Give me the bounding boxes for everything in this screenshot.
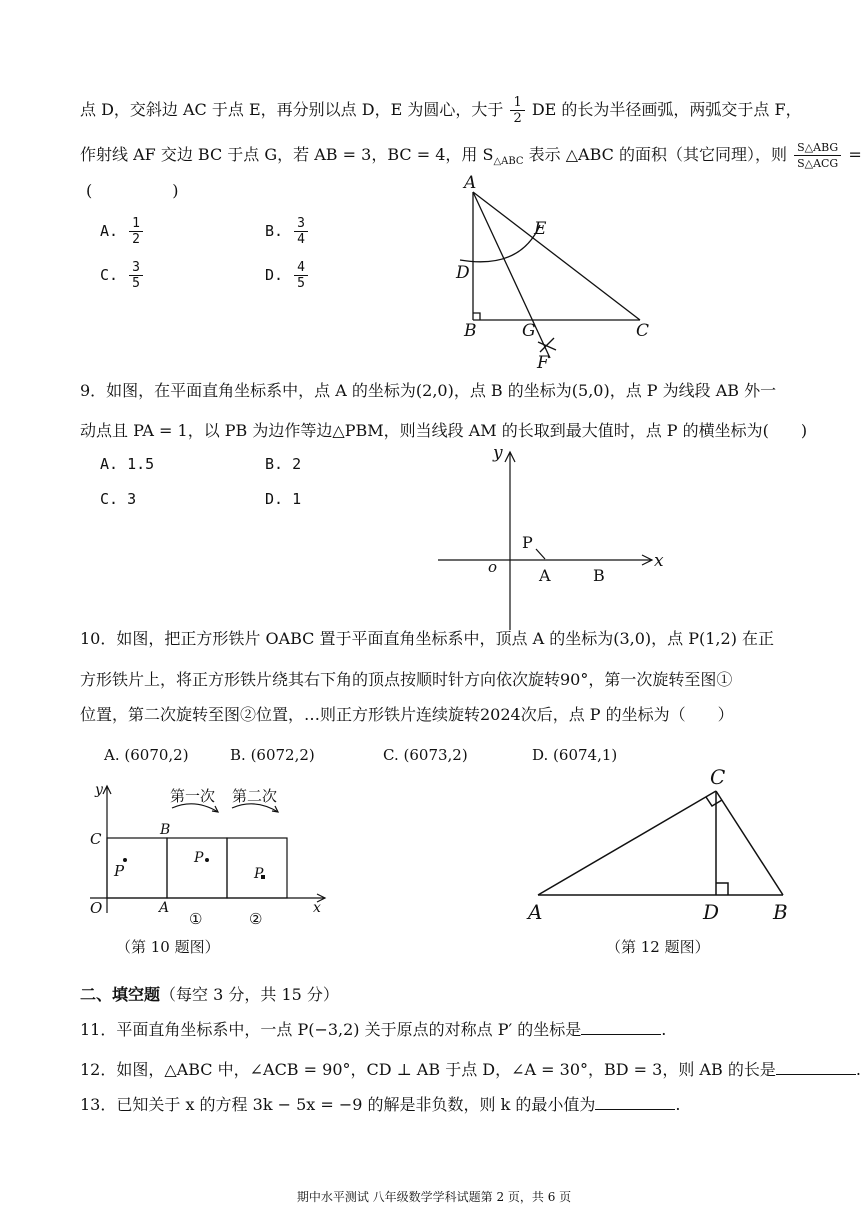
label-a: A bbox=[464, 173, 477, 193]
option-fraction bbox=[294, 216, 308, 247]
den: 5 bbox=[297, 276, 305, 291]
q13-text: 13．已知关于 x 的方程 3k − 5x = −9 的解是非负数，则 k 的最小值为 bbox=[80, 1095, 596, 1114]
label-a: A bbox=[159, 900, 170, 916]
half-num: 1 bbox=[510, 95, 524, 111]
option-label: D. bbox=[265, 490, 284, 508]
label-a: A bbox=[539, 566, 551, 585]
label-x: x bbox=[654, 551, 664, 571]
option-label: B. bbox=[230, 746, 246, 764]
label-c: C bbox=[636, 321, 650, 341]
arrow-first bbox=[172, 804, 218, 812]
q8-line2b-text: 表示 △ABC 的面积（其它同理），则 bbox=[528, 145, 787, 164]
label-first: 第一次 bbox=[170, 787, 216, 805]
option-fraction bbox=[129, 216, 143, 247]
q12-triangle-figure bbox=[520, 762, 800, 932]
num: 3 bbox=[129, 260, 143, 276]
q13-end: . bbox=[675, 1095, 681, 1114]
q9-option-a bbox=[100, 455, 154, 473]
half-fraction bbox=[510, 95, 524, 126]
q8-option-c bbox=[100, 260, 145, 291]
label-y: y bbox=[493, 443, 503, 463]
option-label: B. bbox=[265, 222, 284, 240]
q10-line1: 10．如图，把正方形铁片 OABC 置于平面直角坐标系中，顶点 A 的坐标为(3,0)，点 P(1,2) 在正 bbox=[80, 629, 775, 648]
label-e: E bbox=[534, 219, 547, 239]
label-o: O bbox=[90, 899, 103, 917]
ray-af bbox=[473, 192, 550, 358]
option-label: A. bbox=[100, 455, 119, 473]
option-value: 1.5 bbox=[127, 455, 155, 473]
ratio-num: S△ABG bbox=[794, 140, 841, 156]
q9-coordinate-figure bbox=[430, 440, 670, 635]
option-label: C. bbox=[100, 490, 119, 508]
ratio-fraction bbox=[794, 140, 841, 171]
q8-line2-sub: △ABC bbox=[493, 156, 524, 168]
label-second: 第二次 bbox=[232, 787, 278, 805]
option-value: (6070,2) bbox=[124, 746, 189, 764]
label-c: C bbox=[90, 830, 102, 848]
option-value: 3 bbox=[127, 490, 137, 508]
arc-de bbox=[460, 225, 540, 262]
q9-option-d bbox=[265, 490, 301, 508]
option-value: (6073,2) bbox=[403, 746, 468, 764]
label-b: B bbox=[464, 321, 477, 341]
segment-pa bbox=[536, 549, 545, 559]
side-ac bbox=[538, 791, 716, 895]
label-p2: P bbox=[194, 850, 204, 866]
label-b: B bbox=[160, 822, 171, 838]
q10-line2: 方形铁片上，将正方形铁片绕其右下角的顶点按顺时针方向依次旋转90°，第一次旋转至图① bbox=[80, 670, 733, 689]
label-b: B bbox=[773, 900, 788, 924]
section2-title: 二、填空题 bbox=[80, 985, 161, 1004]
label-p: P bbox=[522, 533, 533, 552]
q12-text: 12．如图，△ABC 中，∠ACB = 90°，CD ⊥ AB 于点 D，∠A = 30°，BD = 3，则 AB 的长是 bbox=[80, 1060, 776, 1079]
q8-line1 bbox=[80, 95, 802, 126]
q8-answer-paren: ( ) bbox=[86, 181, 179, 200]
side-bc bbox=[716, 791, 783, 895]
point-p2 bbox=[205, 858, 209, 862]
q10-option-b bbox=[230, 744, 315, 766]
side-ac bbox=[473, 192, 640, 320]
label-b: B bbox=[593, 566, 605, 585]
q9-line1: 9．如图，在平面直角坐标系中，点 A 的坐标为(2,0)，点 B 的坐标为(5,0)，点 P 为线段 AB 外一 bbox=[80, 381, 777, 400]
q12-caption: （第 12 题图） bbox=[606, 938, 710, 956]
option-label: D. bbox=[265, 266, 284, 284]
ratio-den: S△ACG bbox=[797, 157, 839, 170]
q8-line1-text: 点 D，交斜边 AC 于点 E，再分别以点 D，E 为圆心，大于 bbox=[80, 100, 504, 119]
label-circle-1: ① bbox=[189, 910, 203, 928]
q11-end: . bbox=[661, 1020, 667, 1039]
q8-line2 bbox=[80, 140, 862, 173]
q12-end: . bbox=[855, 1060, 861, 1079]
option-label: B. bbox=[265, 455, 284, 473]
right-angle-d bbox=[716, 883, 728, 895]
q9-option-c bbox=[100, 490, 136, 508]
label-c: C bbox=[710, 765, 726, 789]
den: 2 bbox=[132, 232, 140, 247]
half-den: 2 bbox=[513, 111, 522, 126]
option-label: A. bbox=[104, 746, 120, 764]
label-p3: P bbox=[254, 866, 264, 882]
right-angle-c bbox=[706, 797, 722, 806]
q11 bbox=[80, 1018, 666, 1041]
q8-line1b-text: DE 的长为半径画弧，两弧交于点 F， bbox=[531, 100, 802, 119]
arrow-second bbox=[232, 804, 278, 812]
num: 1 bbox=[129, 216, 143, 232]
label-p1: P bbox=[114, 862, 125, 880]
label-y: y bbox=[95, 782, 103, 798]
q9-option-b bbox=[265, 455, 301, 473]
q12 bbox=[80, 1058, 861, 1081]
label-f: F bbox=[537, 353, 549, 373]
q10-squares-figure bbox=[80, 778, 340, 928]
arc-f-1 bbox=[538, 342, 556, 350]
label-o: o bbox=[488, 558, 498, 576]
option-value: 1 bbox=[292, 490, 302, 508]
num: 3 bbox=[294, 216, 308, 232]
label-circle-2: ② bbox=[249, 910, 263, 928]
q11-text: 11．平面直角坐标系中，一点 P(−3,2) 关于原点的对称点 P′ 的坐标是 bbox=[80, 1020, 582, 1039]
label-d: D bbox=[703, 900, 720, 924]
q10-option-a bbox=[104, 744, 189, 766]
option-label: D. bbox=[532, 746, 549, 764]
label-x: x bbox=[313, 900, 321, 916]
q12-answer-blank[interactable] bbox=[776, 1058, 856, 1075]
q13-answer-blank[interactable] bbox=[595, 1093, 675, 1110]
q10-caption: （第 10 题图） bbox=[116, 938, 220, 956]
option-value: (6072,2) bbox=[250, 746, 315, 764]
option-label: C. bbox=[383, 746, 399, 764]
page-footer: 期中水平测试 八年级数学学科试题第 2 页，共 6 页 bbox=[296, 1190, 572, 1204]
option-label: A. bbox=[100, 222, 119, 240]
label-d: D bbox=[456, 263, 470, 283]
q13 bbox=[80, 1093, 681, 1116]
ratio-eq: = bbox=[848, 145, 862, 164]
q8-option-a bbox=[100, 216, 145, 247]
den: 4 bbox=[297, 232, 305, 247]
label-g: G bbox=[522, 321, 536, 341]
option-label: C. bbox=[100, 266, 119, 284]
q10-option-c bbox=[383, 744, 468, 766]
option-fraction bbox=[129, 260, 143, 291]
square-first bbox=[167, 838, 227, 898]
option-value: (6074,1) bbox=[553, 746, 618, 764]
q9-line2: 动点且 PA = 1，以 PB 为边作等边△PBM，则当线段 AM 的长取到最大值时，点 P 的横坐标为( ) bbox=[80, 421, 808, 440]
q8-triangle-figure bbox=[440, 170, 670, 375]
label-a: A bbox=[528, 900, 543, 924]
section2-note: （每空 3 分，共 15 分） bbox=[160, 985, 339, 1004]
right-angle-mark bbox=[473, 313, 480, 320]
option-value: 2 bbox=[292, 455, 302, 473]
num: 4 bbox=[294, 260, 308, 276]
den: 5 bbox=[132, 276, 140, 291]
q11-answer-blank[interactable] bbox=[581, 1018, 661, 1035]
q8-line2-text: 作射线 AF 交边 BC 于点 G，若 AB = 3，BC = 4，用 S bbox=[80, 145, 494, 164]
option-fraction bbox=[294, 260, 308, 291]
q8-option-b bbox=[265, 216, 310, 247]
section2-heading bbox=[80, 984, 339, 1006]
q10-line3: 位置，第二次旋转至图②位置，…则正方形铁片连续旋转2024次后，点 P 的坐标为（ ） bbox=[80, 705, 734, 724]
q8-option-d bbox=[265, 260, 310, 291]
